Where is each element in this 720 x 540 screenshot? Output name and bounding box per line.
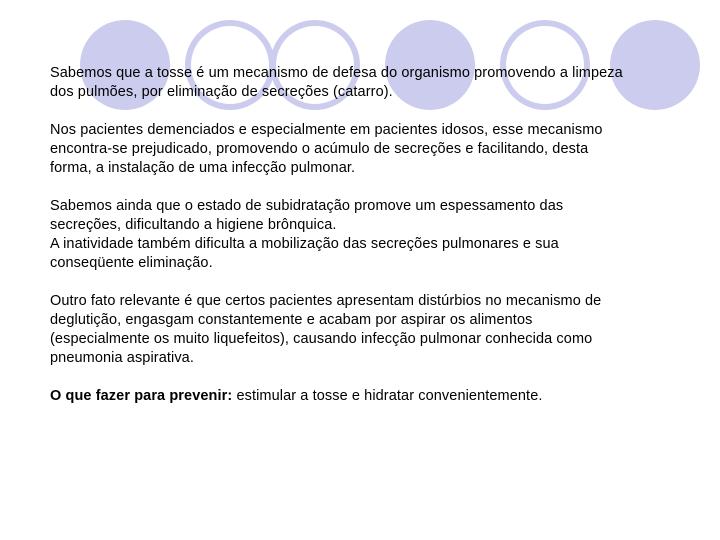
paragraph-swallowing-disorders — [50, 292, 690, 368]
prevention-text: estimular a tosse e hidratar convenientemente. — [232, 388, 543, 404]
text-line: dos pulmões, por eliminação de secreções (catarro). — [50, 84, 393, 100]
text-line: Sabemos ainda que o estado de subidratação promove um espessamento das — [50, 198, 564, 214]
prevention-label: O que fazer para prevenir: — [50, 388, 233, 404]
text-line: A inatividade também dificulta a mobilização das secreções pulmonares e sua — [50, 236, 559, 252]
text-line: Nos pacientes demenciados e especialmente em pacientes idosos, esse mecanismo — [50, 122, 603, 138]
text-line: Outro fato relevante é que certos pacientes apresentam distúrbios no mecanismo de — [50, 293, 602, 309]
text-line: conseqüente eliminação. — [50, 255, 213, 271]
text-line: encontra-se prejudicado, promovendo o acúmulo de secreções e facilitando, desta — [50, 141, 589, 157]
prevention-line — [50, 387, 690, 406]
text-line: deglutição, engasgam constantemente e acabam por aspirar os alimentos — [50, 312, 533, 328]
text-line: Sabemos que a tosse é um mecanismo de defesa do organismo promovendo a limpeza — [50, 65, 623, 81]
paragraph-elderly-patients — [50, 121, 690, 178]
text-line: secreções, dificultando a higiene brônquica. — [50, 217, 337, 233]
text-line: (especialmente os muito liquefeitos), causando infecção pulmonar conhecida como — [50, 331, 593, 347]
text-line: pneumonia aspirativa. — [50, 350, 194, 366]
paragraph-dehydration — [50, 197, 690, 273]
paragraph-prevention — [50, 387, 690, 406]
paragraph-cough-mechanism — [50, 64, 690, 102]
text-line: forma, a instalação de uma infecção pulmonar. — [50, 160, 356, 176]
slide-body — [50, 64, 690, 425]
